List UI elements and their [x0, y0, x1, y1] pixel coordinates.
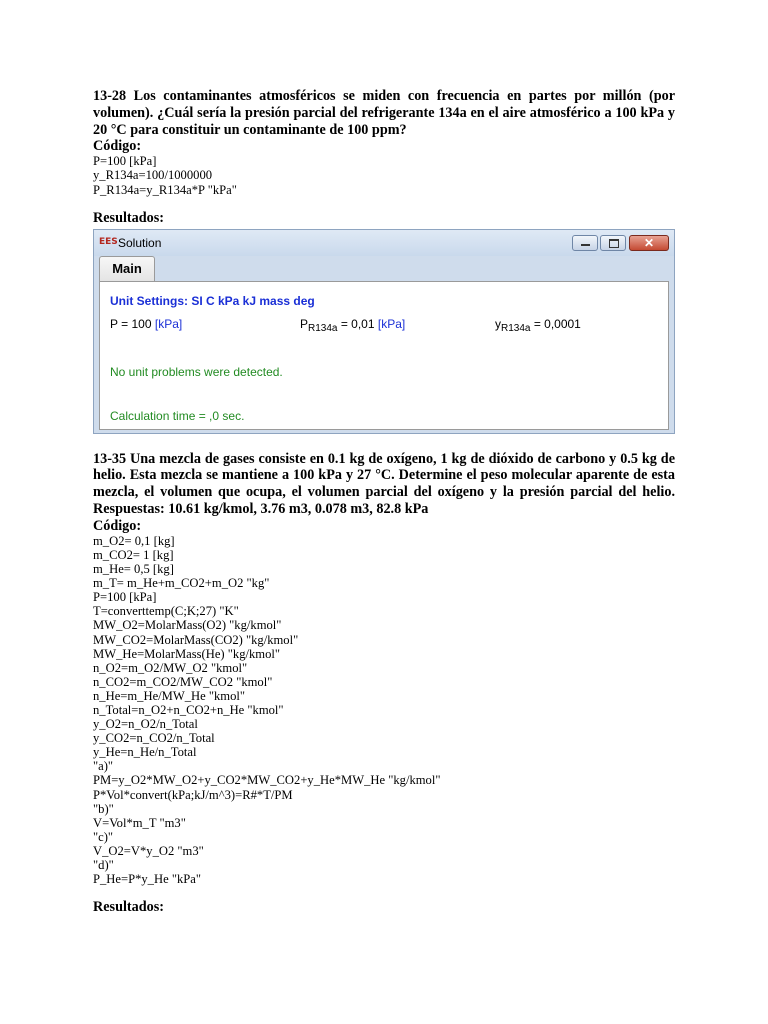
code-line: y_R134a=100/1000000	[93, 168, 213, 183]
code-line: "d)"	[93, 858, 114, 873]
code-line: "b)"	[93, 801, 114, 816]
code-line: y_O2=n_O2/n_Total	[93, 717, 198, 732]
problem-13-28-statement: 13-28 Los contaminantes atmosféricos se miden con frecuencia en partes por millón (por volumen). ¿Cuál sería la presión parcial del refrigerante 134a en el aire atmosférico a 100 kPa y 20 °C para constituir un contaminante de 100 ppm?	[93, 88, 675, 138]
code-line: "c)"	[93, 829, 114, 844]
tab-main[interactable]: Main	[99, 256, 155, 281]
calculation-time: Calculation time = ,0 sec.	[110, 408, 245, 423]
code-line: T=converttemp(C;K;27) "K"	[93, 604, 239, 619]
minimize-icon	[581, 244, 590, 246]
var-unit: [kPa]	[377, 316, 406, 331]
code-line: MW_O2=MolarMass(O2) "kg/kmol"	[93, 618, 282, 633]
code-line: P=100 [kPa]	[93, 590, 157, 605]
minimize-button[interactable]	[572, 235, 598, 251]
var-name: P	[300, 316, 309, 331]
code-line: "a)"	[93, 759, 114, 774]
ees-app-icon: EES	[99, 236, 118, 247]
code-line: PM=y_O2*MW_O2+y_CO2*MW_CO2+y_He*MW_He "kg/kmol"	[93, 773, 441, 788]
code-line: MW_CO2=MolarMass(CO2) "kg/kmol"	[93, 632, 299, 647]
code-line: P*Vol*convert(kPa;kJ/m^3)=R#*T/PM	[93, 787, 293, 802]
code-block-13-28	[93, 154, 675, 196]
var-name: P	[110, 316, 118, 331]
code-line: n_Total=n_O2+n_CO2+n_He "kmol"	[93, 702, 284, 717]
window-title: Solution	[118, 235, 162, 250]
var-name: y	[495, 316, 501, 331]
var-subscript: R134a	[501, 322, 531, 334]
problem-13-35-statement: 13-35 Una mezcla de gases consiste en 0.1 kg de oxígeno, 1 kg de dióxido de carbono y 0.5 kg de helio. Esta mezcla se mantiene a 100 kPa y 27 °C. Determine el peso molecular aparente de esta mezcla, el volumen que ocupa, el volumen parcial del oxígeno y la presión parcial del helio. Respuestas: 10.61 kg/kmol, 3.76 m3, 0.078 m3, 82.8 kPa	[93, 450, 675, 518]
code-line: P_He=P*y_He "kPa"	[93, 872, 201, 887]
code-label: Código:	[93, 517, 142, 534]
result-y-r134a	[495, 316, 581, 334]
close-button[interactable]	[629, 235, 669, 251]
var-value: = 100	[121, 316, 152, 331]
maximize-icon	[609, 239, 619, 248]
unit-settings: Unit Settings: SI C kPa kJ mass deg	[110, 293, 315, 308]
solution-content	[99, 281, 669, 430]
results-label: Resultados:	[93, 899, 164, 916]
code-block-13-35	[93, 534, 675, 886]
code-line: y_CO2=n_CO2/n_Total	[93, 731, 215, 746]
window-titlebar[interactable]	[94, 230, 674, 256]
code-line: y_He=n_He/n_Total	[93, 745, 197, 760]
code-line: V=Vol*m_T "m3"	[93, 815, 186, 830]
code-line: n_CO2=m_CO2/MW_CO2 "kmol"	[93, 674, 273, 689]
maximize-button[interactable]	[600, 235, 626, 251]
tab-strip	[99, 256, 669, 282]
code-line: m_CO2= 1 [kg]	[93, 547, 174, 562]
code-line: m_He= 0,5 [kg]	[93, 562, 174, 577]
code-line: MW_He=MolarMass(He) "kg/kmol"	[93, 646, 281, 661]
document-page	[93, 88, 675, 915]
code-line: n_He=m_He/MW_He "kmol"	[93, 688, 246, 703]
solution-window	[93, 229, 675, 434]
code-line: n_O2=m_O2/MW_O2 "kmol"	[93, 660, 248, 675]
var-unit: [kPa]	[154, 316, 183, 331]
code-line: P=100 [kPa]	[93, 154, 157, 169]
unit-check-message: No unit problems were detected.	[110, 364, 283, 379]
code-line: P_R134a=y_R134a*P "kPa"	[93, 182, 237, 197]
result-p	[110, 317, 182, 331]
code-line: m_T= m_He+m_CO2+m_O2 "kg"	[93, 576, 270, 591]
result-p-r134a	[300, 316, 406, 334]
var-value: = 0,01	[340, 316, 375, 331]
var-subscript: R134a	[308, 322, 338, 334]
code-line: V_O2=V*y_O2 "m3"	[93, 843, 204, 858]
code-line: m_O2= 0,1 [kg]	[93, 533, 175, 548]
close-icon: ✕	[643, 235, 655, 250]
code-label: Código:	[93, 138, 142, 155]
var-value: = 0,0001	[533, 316, 581, 331]
results-label: Resultados:	[93, 209, 164, 226]
